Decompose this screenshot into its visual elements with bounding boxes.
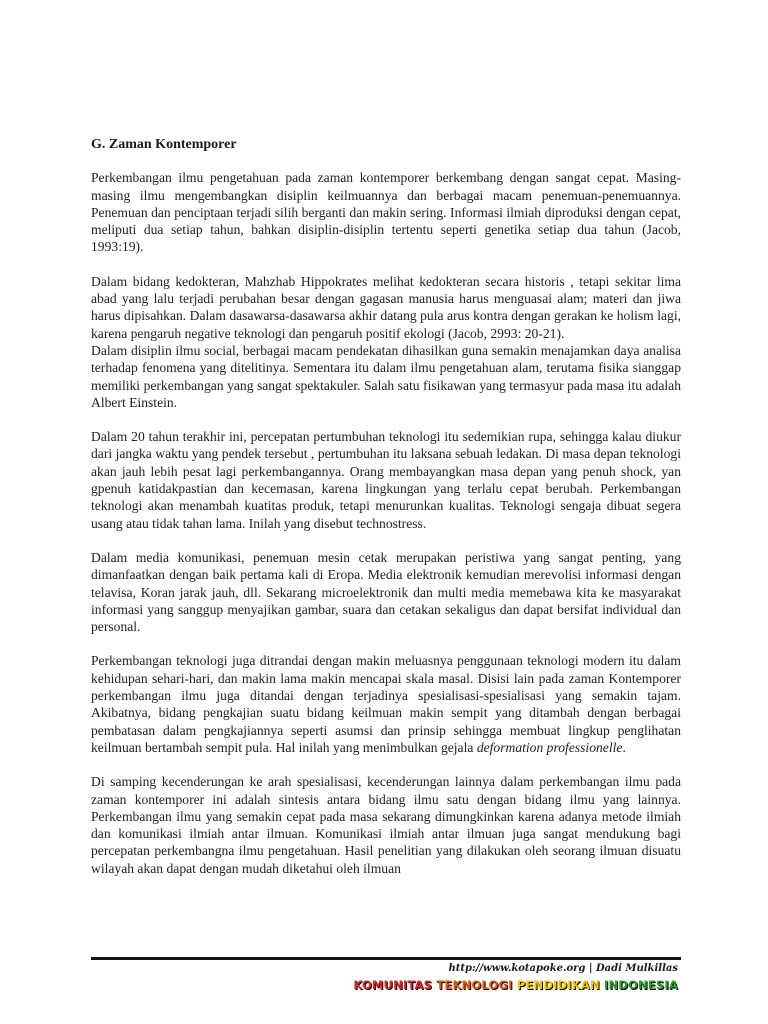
brand-word-1: KOMUNITAS — [353, 978, 433, 992]
footer-divider — [91, 957, 681, 960]
brand-word-3: PENDIDIKAN — [516, 978, 600, 992]
document-body — [91, 136, 681, 894]
paragraph-6-text: Perkembangan teknologi juga ditrandai dengan makin meluasnya penggunaan teknologi modern itu dalam kehidupan sehari-hari, dan makin lama makin mencapai skala masal. Disisi lain pada zaman Kontemporer perkembangan ilmu juga ditandai dengan terjadinya spesialisasi-spesialisasi yang semakin tajam. Akibatnya, bidang pengkajian suatu bidang keilmuan makin sempit yang ditambah dengan berbagai pembatasan dalam pengkajiannya seperti asumsi dan prinsip sehingga membuat lingkup penglihatan keilmuan bertambah sempit pula. Hal inilah yang menimbulkan gejala — [91, 653, 681, 755]
brand-word-2: TEKNOLOGI — [436, 978, 513, 992]
paragraph-7: Di samping kecenderungan ke arah spesialisasi, kecenderungan lainnya dalam perkembangan ilmu pada zaman kontemporer ini adalah sintesis antara bidang ilmu satu dengan bidang ilmu yang lainnya. Perkembangan ilmu yang semakin cepat pada masa sekarang dimungkinkan karena adanya metode ilmiah dan komunikasi ilmiah antar ilmuan. Komunikasi ilmiah antar ilmuan juga sangat mendukung bagi percepatan perkembangna ilmu pengetahuan. Hasil penelitian yang dilakukan oleh seorang ilmuan disuatu wilayah akan dapat dengan mudah diketahui oleh ilmuan — [91, 774, 681, 876]
paragraph-1: Perkembangan ilmu pengetahuan pada zaman kontemporer berkembang dengan sangat cepat. Masing-masing ilmu mengembangkan disiplin keilmuannya dan berbagai macam penemuan-penemuannya. Penemuan dan penciptaan terjadi silih berganti dan makin sering. Informasi ilmiah diproduksi dengan cepat, meliputi dua setiap tahun, bahkan disiplin-disiplin tertentu seperti genetika setiap dua tahun (Jacob, 1993:19). — [91, 170, 681, 255]
section-heading: G. Zaman Kontemporer — [91, 137, 237, 152]
paragraph-4: Dalam 20 tahun terakhir ini, percepatan pertumbuhan teknologi itu sedemikian rupa, sehingga kalau diukur dari jangka waktu yang pendek tersebut , pertumbuhan itu laksana sebuah ledakan. Di masa depan teknologi akan jauh lebih pesat lagi perkembangannya. Orang membayangkan masa depan yang penuh shock, yan gpenuh katidakpastian dan kecemasan, karena lingkungan yang terlalu cepat berubah. Perkembangan teknologi akan menambah kuatitas produk, tetapi menurunkan kualitas. Teknologi sengaja dibuat segera usang atau tidak tahan lama. Inilah yang disebut technostress. — [91, 429, 681, 531]
brand-word-4: INDONESIA — [604, 978, 678, 992]
italic-term: deformation professionelle — [476, 739, 623, 755]
paragraph-6 — [91, 652, 681, 756]
paragraph-5: Dalam media komunikasi, penemuan mesin cetak merupakan peristiwa yang sangat penting, yang dimanfaatkan dengan baik pertama kali di Eropa. Media elektronik kemudian merevolisi informasi dengan telavisa, Koran jarak jauh, dll. Sekarang microelektronik dan multi media memebawa kita ke masyarakat informasi yang sanggup menyajikan gambar, suara dan cetakan sekaligus dan dapat bersifat individual dan personal. — [91, 549, 681, 635]
paragraph-2: Dalam bidang kedokteran, Mahzhab Hippokrates melihat kedokteran secara historis , tetapi sekitar lima abad yang lalu terjadi perubahan besar dengan gagasan manusia harus menguasai alam; materi dan jiwa harus dipisahkan. Dalam dasawarsa-dasawarsa akhir datang pula arus kontra dengan gerakan ke holism lagi, karena pengaruh negative teknologi dan pengaruh positif ekologi (Jacob, 2993: 20-21). — [91, 273, 681, 341]
paragraph-3: Dalam disiplin ilmu social, berbagai macam pendekatan dihasilkan guna semakin menajamkan daya analisa terhadap fenomena yang ditelitinya. Sementara itu dalam ilmu pengetahuan alam, terutama fisika sianggap memiliki perkembangan yang sangat spektakuler. Salah satu fisikawan yang termasyur pada masa itu adalah Albert Einstein. — [91, 342, 681, 410]
footer-website-link[interactable]: http://www.kotapoke.org | Dadi Mulkillas — [448, 963, 678, 974]
footer-brand-logo — [353, 978, 678, 992]
paragraph-6-end: . — [622, 739, 626, 755]
